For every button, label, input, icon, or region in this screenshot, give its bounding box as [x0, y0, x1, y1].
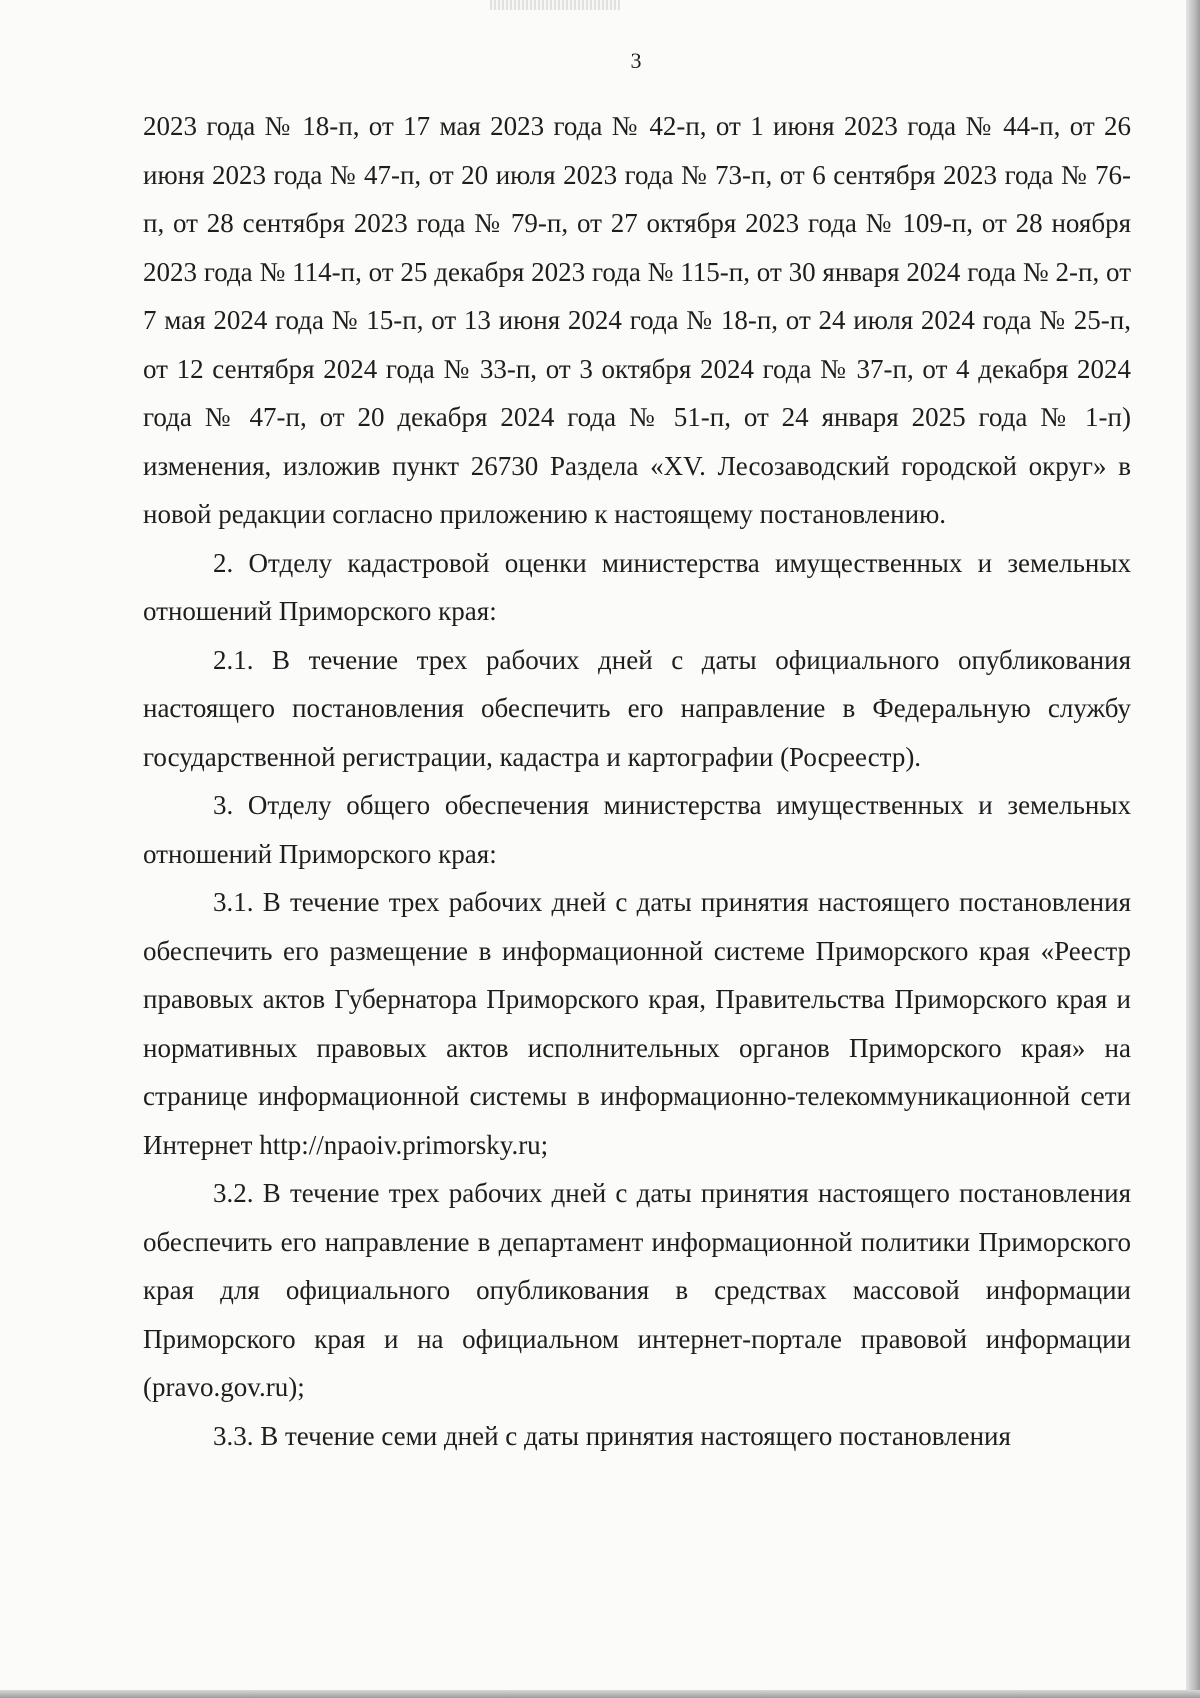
scan-artifact	[490, 0, 620, 10]
scan-page-edge-right	[1186, 0, 1200, 1698]
scan-page-edge-bottom	[0, 1690, 1200, 1698]
paragraph-3-1: 3.1. В течение трех рабочих дней с даты принятия настоящего постановления обеспечить его размещение в информационной системе Приморского края «Реестр правовых актов Губернатора Приморского края, Правительства Приморского края и нормативных правовых актов исполнительных органов Приморского края» на странице информационной системы в информационно-телекоммуникационной сети Интернет http://npaoiv.primorsky.ru;	[143, 887, 1131, 1160]
paragraph-continuation: 2023 года № 18-п, от 17 мая 2023 года № 42-п, от 1 июня 2023 года № 44-п, от 26 июня 2023 года № 47-п, от 20 июля 2023 года № 73-п, от 6 сентября 2023 года № 76-п, от 28 сентября 2023 года № 79-п, от 27 октября 2023 года № 109-п, от 28 ноября 2023 года № 114-п, от 25 декабря 2023 года № 115-п, от 30 января 2024 года № 2-п, от 7 мая 2024 года № 15-п, от 13 июня 2024 года № 18-п, от 24 июля 2024 года № 25-п, от 12 сентября 2024 года № 33-п, от 3 октября 2024 года № 37-п, от 4 декабря 2024 года № 47-п, от 20 декабря 2024 года № 51-п, от 24 января 2025 года № 1-п) изменения, изложив пункт 26730 Раздела «XV. Лесозаводский городской округ» в новой редакции согласно приложению к настоящему постановлению.	[143, 111, 1131, 529]
paragraph-3: 3. Отделу общего обеспечения министерства имущественных и земельных отношений Приморского края:	[143, 790, 1131, 869]
page-number: 3	[630, 48, 642, 73]
paragraph-3-2: 3.2. В течение трех рабочих дней с даты принятия настоящего постановления обеспечить его направление в департамент информационной политики Приморского края для официального опубликования в средствах массовой информации Приморского края и на официальном интернет-портале правовой информации (pravo.gov.ru);	[143, 1178, 1131, 1402]
paragraph-2-1: 2.1. В течение трех рабочих дней с даты официального опубликования настоящего постановления обеспечить его направление в Федеральную службу государственной регистрации, кадастра и картографии (Росреестр).	[143, 644, 1131, 772]
paragraph-2: 2. Отделу кадастровой оценки министерства имущественных и земельных отношений Приморского края:	[143, 547, 1131, 626]
paragraph-3-3: 3.3. В течение семи дней с даты принятия настоящего постановления	[213, 1420, 1011, 1451]
document-body	[143, 102, 1131, 1460]
